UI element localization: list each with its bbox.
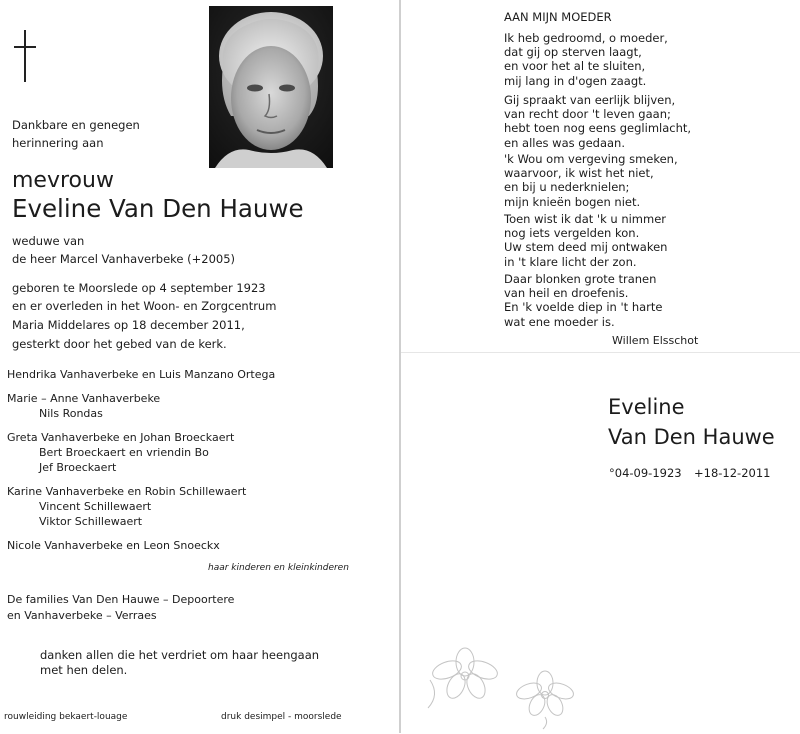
poem-line: Ik heb gedroomd, o moeder, xyxy=(504,31,668,45)
printer: druk desimpel - moorslede xyxy=(221,712,342,722)
deceased-name: Eveline Van Den Hauwe xyxy=(12,194,304,223)
families-line: De families Van Den Hauwe – Depoortere xyxy=(7,593,235,606)
poem-line: en voor het al te sluiten, xyxy=(504,59,646,74)
title-honorific: mevrouw xyxy=(12,168,114,193)
cross-icon xyxy=(14,30,36,82)
family-line: Nils Rondas xyxy=(39,407,103,420)
poem-line: En 'k voelde diep in 't harte xyxy=(504,300,663,315)
poem-line: mij lang in d'ogen zaagt. xyxy=(504,73,647,88)
bio-line: gesterkt door het gebed van de kerk. xyxy=(12,337,227,351)
poem-line: in 't klare licht der zon. xyxy=(504,254,637,269)
husband-name: de heer Marcel Vanhaverbeke (+2005) xyxy=(12,252,236,266)
poem-title: AAN MIJN MOEDER xyxy=(504,10,612,24)
intro-line: Dankbare en genegen xyxy=(12,118,140,132)
family-line: Marie – Anne Vanhaverbeke xyxy=(7,392,161,405)
memorial-last-name: Van Den Hauwe xyxy=(608,425,775,449)
poem-line: mijn knieën bogen niet. xyxy=(504,194,641,209)
poem-stanza xyxy=(504,31,668,88)
portrait-photo xyxy=(209,6,333,168)
family-line: Bert Broeckaert en vriendin Bo xyxy=(39,446,209,459)
poem-line: wat ene moeder is. xyxy=(504,314,615,329)
poem-line: en alles was gedaan. xyxy=(504,135,625,150)
intro-line: herinnering aan xyxy=(12,136,104,150)
poem-stanza xyxy=(504,272,662,329)
poem-line: dat gij op sterven laagt, xyxy=(504,45,642,60)
death-date: +18-12-2011 xyxy=(694,466,771,480)
poem-line: waarvoor, ik wist het niet, xyxy=(504,166,654,181)
memorial-first-name: Eveline xyxy=(608,395,685,419)
poem-line: Gij spraakt van eerlijk blijven, xyxy=(504,93,676,107)
bio-line: geboren te Moorslede op 4 september 1923 xyxy=(12,281,266,295)
poem-line: Uw stem deed mij ontwaken xyxy=(504,240,668,255)
funeral-director: rouwleiding bekaert-louage xyxy=(4,712,128,722)
poem-line: en bij u nederknielen; xyxy=(504,180,630,195)
kids-note: haar kinderen en kleinkinderen xyxy=(208,563,349,573)
poem-line: hebt toen nog eens geglimlacht, xyxy=(504,121,692,136)
family-line: Nicole Vanhaverbeke en Leon Snoeckx xyxy=(7,539,220,552)
poem-line: van recht door 't leven gaan; xyxy=(504,107,671,122)
poem-stanza xyxy=(504,152,678,209)
orchid-illustration xyxy=(505,665,585,734)
thanks-line: met hen delen. xyxy=(40,663,128,677)
bio-line: Maria Middelares op 18 december 2011, xyxy=(12,318,245,332)
poem-line: 'k Wou om vergeving smeken, xyxy=(504,152,678,166)
poem-line: Toen wist ik dat 'k u nimmer xyxy=(504,212,667,226)
families-line: en Vanhaverbeke – Verraes xyxy=(7,609,157,622)
widow-label: weduwe van xyxy=(12,234,85,248)
poem-line: nog iets vergelden kon. xyxy=(504,226,640,241)
family-line: Hendrika Vanhaverbeke en Luis Manzano Ortega xyxy=(7,368,276,381)
poem-line: van heil en droefenis. xyxy=(504,286,629,301)
family-line: Greta Vanhaverbeke en Johan Broeckaert xyxy=(7,431,235,444)
family-line: Vincent Schillewaert xyxy=(39,500,152,513)
orchid-illustration xyxy=(420,640,510,714)
thanks-line: danken allen die het verdriet om haar heengaan xyxy=(40,648,320,662)
family-line: Karine Vanhaverbeke en Robin Schillewaert xyxy=(7,485,247,498)
poem-stanza xyxy=(504,93,691,150)
fold-line xyxy=(401,352,800,353)
page-fold xyxy=(399,0,401,733)
poem-author: Willem Elsschot xyxy=(612,334,699,347)
family-line: Viktor Schillewaert xyxy=(39,515,143,528)
poem-stanza xyxy=(504,212,667,269)
birth-date: °04-09-1923 xyxy=(609,466,682,480)
bio-line: en er overleden in het Woon- en Zorgcentrum xyxy=(12,299,277,313)
poem-line: Daar blonken grote tranen xyxy=(504,272,657,286)
family-line: Jef Broeckaert xyxy=(39,461,117,474)
